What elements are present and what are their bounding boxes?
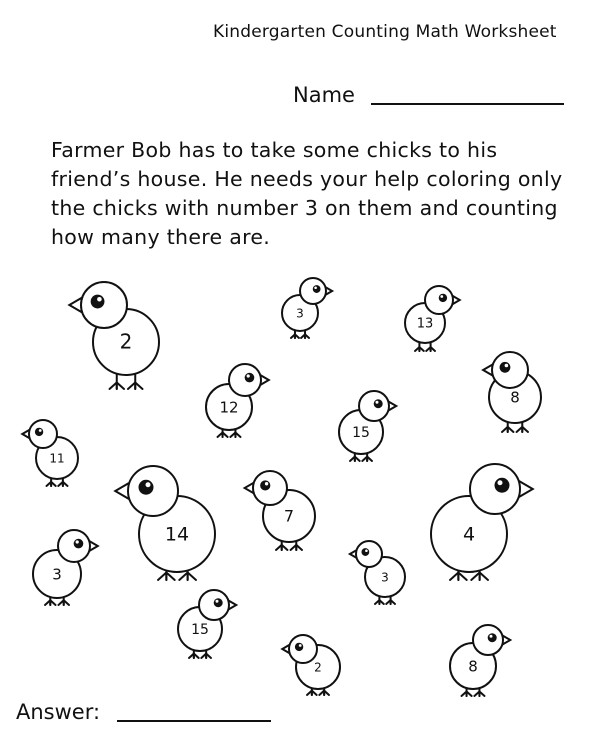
chick-eye: [139, 480, 154, 495]
chick-eye: [495, 478, 510, 493]
chick-eye: [313, 285, 321, 293]
chick-12[interactable]: [350, 541, 405, 604]
chick-15[interactable]: [450, 625, 510, 696]
chick-13[interactable]: [178, 590, 236, 658]
chick-eye: [295, 643, 303, 651]
chick-8[interactable]: [115, 466, 215, 580]
chick-5[interactable]: [206, 364, 269, 437]
chick-head: [473, 625, 503, 655]
chick-number: 3: [296, 306, 304, 321]
chick-head: [81, 282, 127, 328]
chick-number: 13: [416, 316, 434, 332]
chick-eye: [91, 295, 105, 309]
chick-1[interactable]: [69, 282, 159, 389]
chick-head: [199, 590, 229, 620]
chick-beak: [519, 481, 533, 497]
chick-number: 8: [510, 388, 520, 407]
chick-number: 15: [352, 425, 370, 441]
chick-4[interactable]: [483, 352, 541, 432]
worksheet-title: Kindergarten Counting Math Worksheet: [213, 22, 557, 42]
chick-number: 7: [283, 506, 295, 526]
chick-3[interactable]: [405, 286, 460, 351]
chick-11[interactable]: [33, 530, 98, 605]
name-label: Name: [293, 83, 355, 107]
chick-head: [229, 364, 261, 396]
chick-head: [300, 278, 326, 304]
chick-eye: [245, 373, 255, 383]
chick-head: [253, 471, 287, 505]
chick-eye: [500, 362, 511, 373]
chick-head: [58, 530, 90, 562]
chick-eye: [260, 480, 270, 490]
instructions-text: Farmer Bob has to take some chicks to his friend’s house. He needs your help coloring only the chicks with number 3 on them and counting how many there are.: [51, 138, 563, 249]
chick-head: [425, 286, 453, 314]
chick-eye: [361, 548, 369, 556]
chick-beak: [115, 483, 129, 499]
chick-eye: [35, 428, 43, 436]
chick-number: 2: [119, 329, 133, 354]
chick-number: 3: [52, 565, 62, 584]
chick-head: [492, 352, 528, 388]
answer-label: Answer:: [16, 700, 101, 724]
chick-head: [359, 391, 389, 421]
answer-write-line[interactable]: [117, 720, 271, 722]
chick-number: 3: [381, 570, 389, 585]
chick-number: 2: [314, 660, 322, 675]
chick-number: 4: [462, 523, 476, 546]
chick-number: 15: [191, 622, 209, 638]
chick-eye: [374, 399, 383, 408]
chick-head: [29, 420, 57, 448]
chick-eye: [488, 633, 497, 642]
chick-eye: [74, 539, 84, 549]
chick-7[interactable]: [22, 420, 78, 486]
chick-6[interactable]: [339, 391, 396, 461]
chick-number: 8: [468, 657, 478, 676]
chick-head: [470, 464, 520, 514]
chick-head: [289, 635, 317, 663]
chick-10[interactable]: [431, 464, 533, 580]
chick-eye: [439, 294, 447, 302]
chick-number: 12: [219, 398, 239, 417]
chick-number: 11: [49, 451, 65, 466]
chick-14[interactable]: [282, 635, 340, 695]
chick-number: 14: [164, 523, 190, 546]
chick-head: [356, 541, 382, 567]
chick-2[interactable]: [282, 278, 332, 338]
chick-eye: [214, 598, 223, 607]
chick-9[interactable]: [245, 471, 315, 550]
chick-head: [128, 466, 178, 516]
